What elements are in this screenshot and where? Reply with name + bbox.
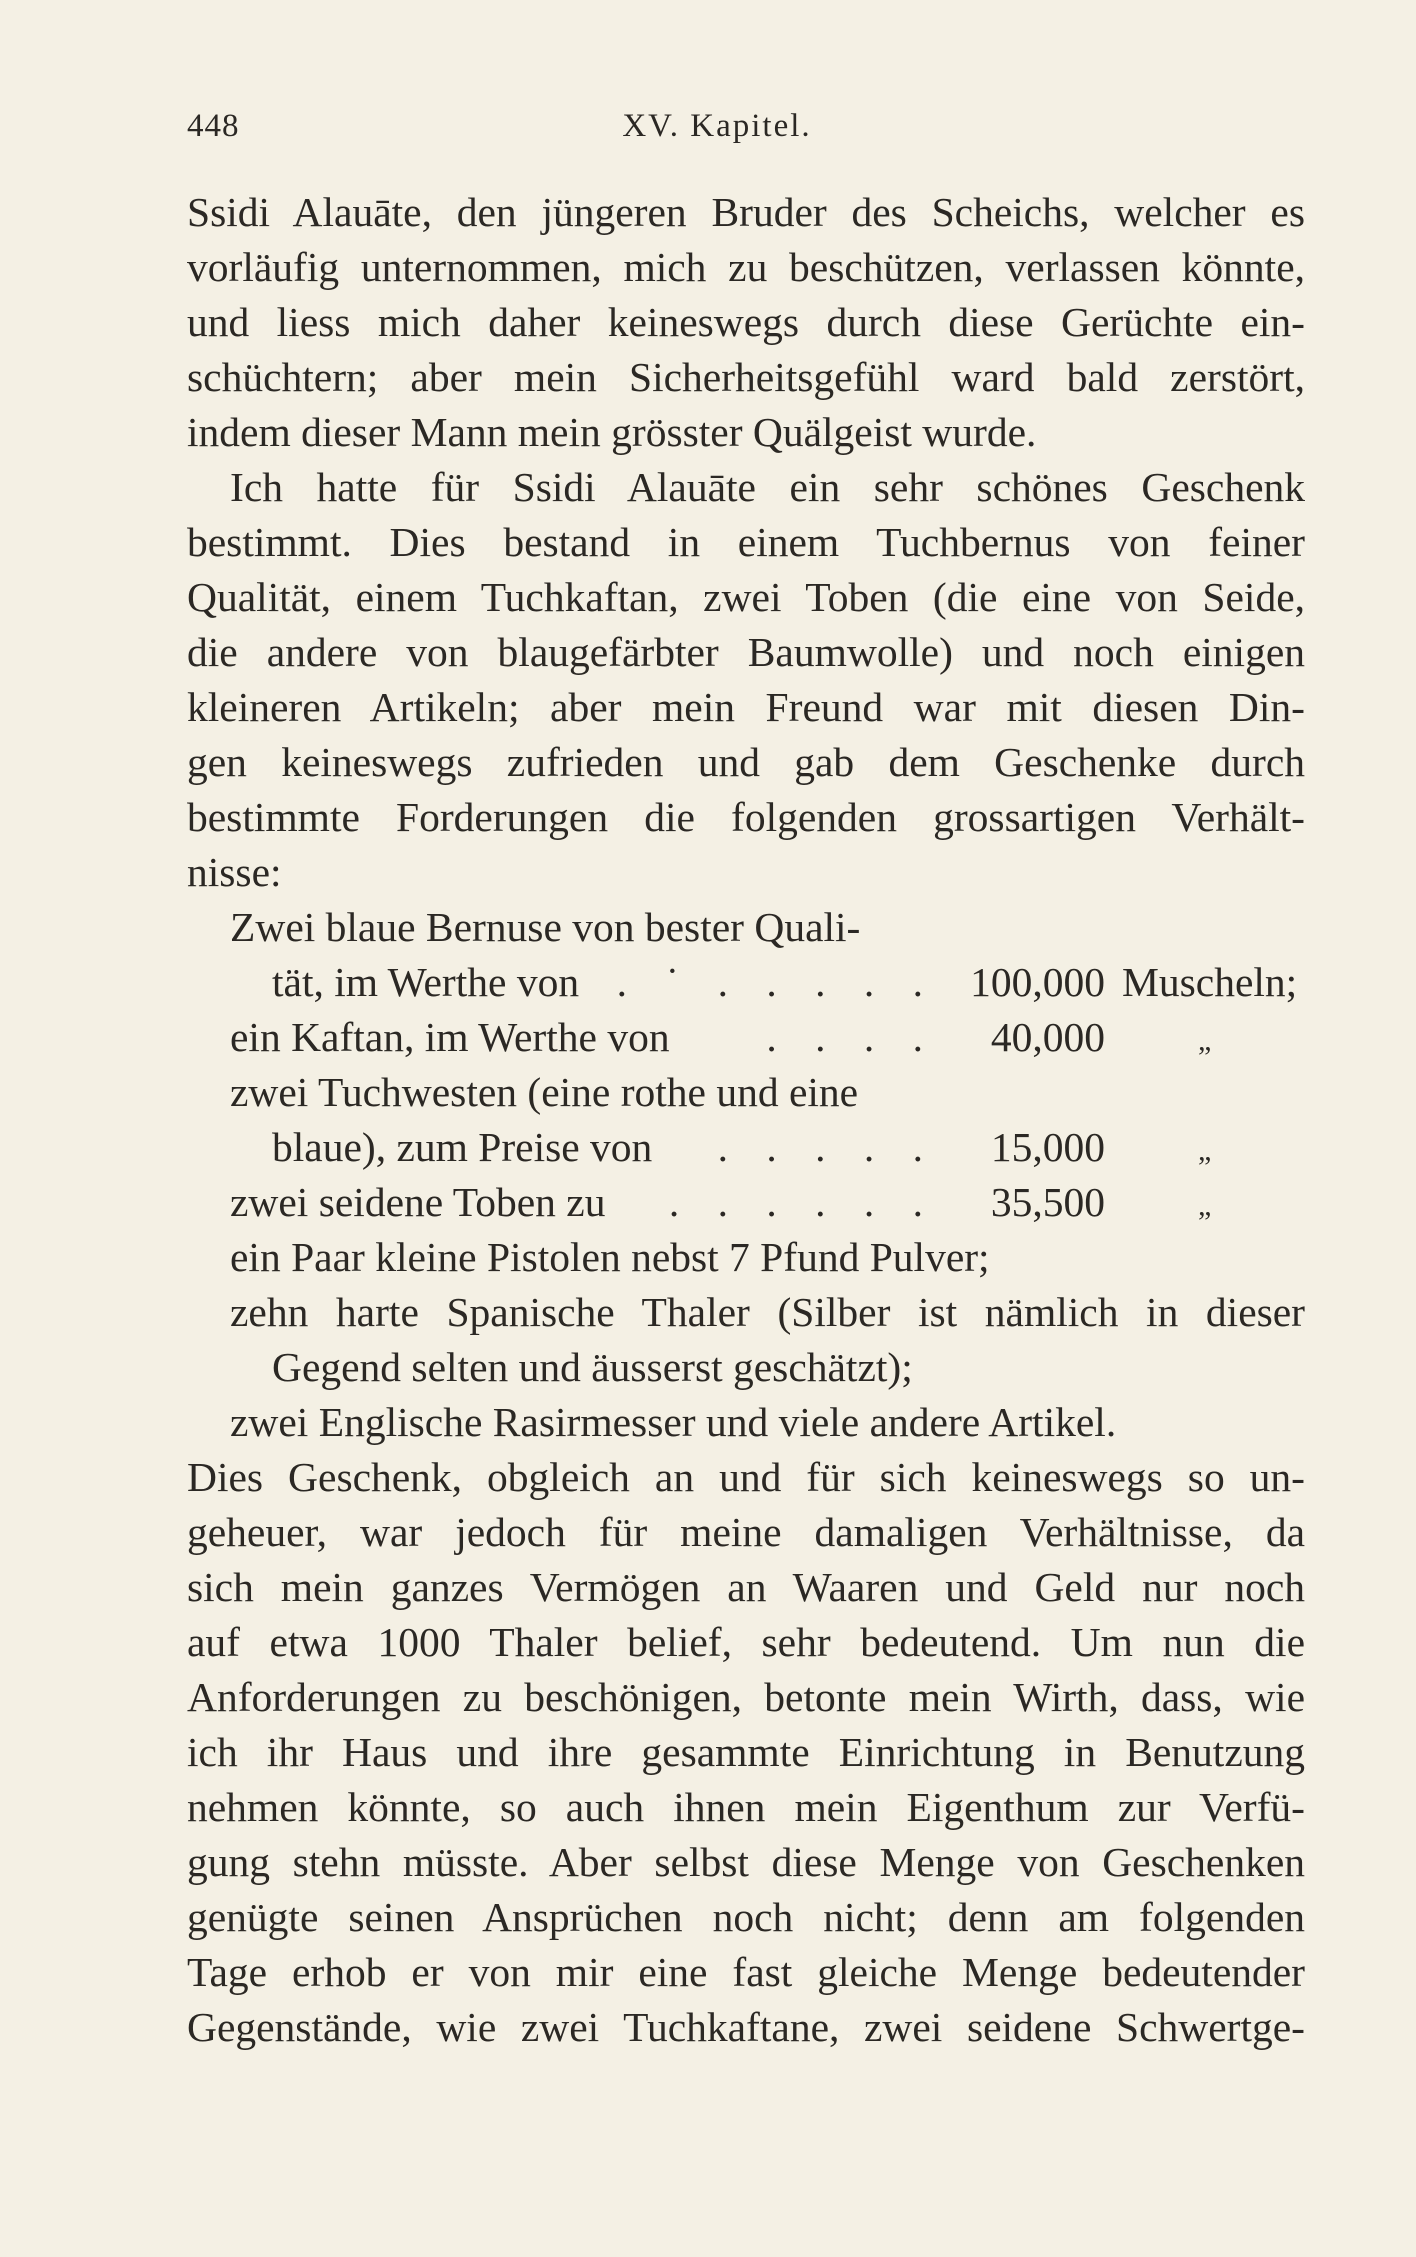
text-line: Tage erhob er von mir eine fast gleiche Menge bedeutender <box>187 1949 1305 1995</box>
ditto-mark: „ <box>1198 1024 1212 1057</box>
list-item-text: zwei seidene Toben zu <box>230 1179 606 1225</box>
text-line: Qualität, einem Tuchkaftan, zwei Toben (die eine von Seide, <box>187 574 1305 620</box>
list-item: zehn harte Spanische Thaler (Silber ist nämlich in dieser <box>230 1289 1305 1335</box>
list-item-text: ein Kaftan, im Werthe von <box>230 1014 670 1060</box>
list-item-leader <box>272 1120 937 1174</box>
ditto-mark: „ <box>1198 1189 1212 1222</box>
text-line: kleineren Artikeln; aber mein Freund war mit diesen Din- <box>187 684 1305 730</box>
leader-dots: . ˙ . . . . . <box>616 959 937 1005</box>
list-item-text: blaue), zum Preise von <box>272 1124 653 1170</box>
text-line: und liess mich daher keineswegs durch diese Gerüchte ein- <box>187 299 1305 345</box>
page-number: 448 <box>187 108 240 144</box>
currency-unit: Muscheln; <box>1122 959 1298 1005</box>
text-line: Gegenstände, wie zwei Tuchkaftane, zwei seidene Schwertge- <box>187 2004 1305 2050</box>
text-line: sich mein ganzes Vermögen an Waaren und Geld nur noch <box>187 1564 1305 1610</box>
text-line: Anforderungen zu beschönigen, betonte mein Wirth, dass, wie <box>187 1674 1305 1720</box>
text-line: gen keineswegs zufrieden und gab dem Geschenke durch <box>187 739 1305 785</box>
text-line: geheuer, war jedoch für meine damaligen Verhältnisse, da <box>187 1509 1305 1555</box>
text-line: indem dieser Mann mein grösster Quälgeist wurde. <box>187 409 1037 455</box>
text-line: bestimmte Forderungen die folgenden grossartigen Verhält- <box>187 794 1305 840</box>
running-head: XV. Kapitel. <box>622 108 812 144</box>
text-line: Dies Geschenk, obgleich an und für sich keineswegs so un- <box>187 1454 1305 1500</box>
page-header <box>187 108 1307 152</box>
text-line: nisse: <box>187 849 282 895</box>
text-line: schüchtern; aber mein Sicherheitsgefühl ward bald zerstört, <box>187 354 1305 400</box>
list-item: ein Paar kleine Pistolen nebst 7 Pfund Pulver; <box>230 1234 990 1280</box>
text-line: Ssidi Alauāte, den jüngeren Bruder des Scheichs, welcher es <box>187 189 1305 235</box>
text-line: bestimmt. Dies bestand in einem Tuchbernus von feiner <box>187 519 1305 565</box>
text-line: auf etwa 1000 Thaler belief, sehr bedeutend. Um nun die <box>187 1619 1305 1665</box>
text-line: genügte seinen Ansprüchen noch nicht; denn am folgenden <box>187 1894 1305 1940</box>
list-item-continuation: Gegend selten und äusserst geschätzt); <box>272 1344 913 1390</box>
text-line: nehmen könnte, so auch ihnen mein Eigenthum zur Verfü- <box>187 1784 1305 1830</box>
paragraph-first-line: Ich hatte für Ssidi Alauāte ein sehr schönes Geschenk <box>230 464 1305 510</box>
text-line: gung stehn müsste. Aber selbst diese Menge von Geschenken <box>187 1839 1305 1885</box>
text-line: ich ihr Haus und ihre gesammte Einrichtung in Benutzung <box>187 1729 1305 1775</box>
amount: 100,000 <box>970 959 1105 1005</box>
amount: 40,000 <box>990 1014 1105 1060</box>
list-item-leader <box>230 1010 937 1064</box>
amount: 35,500 <box>990 1179 1105 1225</box>
amount: 15,000 <box>990 1124 1105 1170</box>
text-line: die andere von blaugefärbter Baumwolle) und noch einigen <box>187 629 1305 675</box>
leader-dots: . . . . . . <box>668 1179 937 1225</box>
list-item: zwei Englische Rasirmesser und viele andere Artikel. <box>230 1399 1117 1445</box>
ditto-mark: „ <box>1198 1134 1212 1167</box>
list-item-leader <box>272 955 937 1009</box>
list-item: Zwei blaue Bernuse von bester Quali- <box>230 904 861 950</box>
leader-dots: . . . . . <box>717 1124 937 1170</box>
list-item-text: tät, im Werthe von <box>272 959 580 1005</box>
text-line: vorläufig unternommen, mich zu beschützen, verlassen könnte, <box>187 244 1305 290</box>
leader-dots: . . . . <box>766 1014 937 1060</box>
list-item-leader <box>230 1175 937 1229</box>
list-item: zwei Tuchwesten (eine rothe und eine <box>230 1069 859 1115</box>
